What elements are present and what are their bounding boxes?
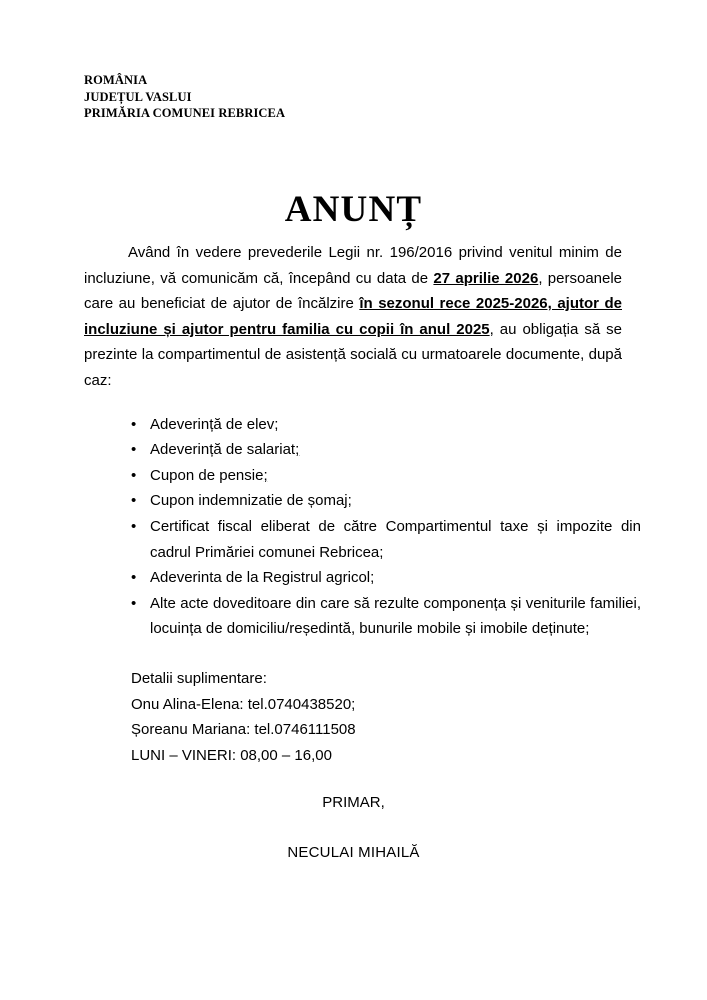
list-item-tail: ; [295, 441, 300, 459]
list-item-text: Adeverință de salariat [150, 441, 296, 459]
list-item [131, 437, 641, 463]
office-schedule: LUNI – VINERI: 08,00 – 16,00 [131, 746, 332, 764]
list-item-tail: ; [263, 466, 268, 484]
contact-onu-alina-elena: Onu Alina-Elena: tel.0740438520; [131, 695, 356, 713]
letterhead-county: JUDEȚUL VASLUI [84, 89, 192, 104]
intro-emphasis-benefits: în sezonul rece 2025-2026, ajutor de incluziune și ajutor pentru familia cu copii în anul 2025 [84, 295, 622, 338]
list-item [131, 591, 641, 642]
list-item-text: Adeverinta de la Registrul agricol; [150, 569, 375, 587]
intro-part-1: Având în vedere prevederile Legii nr. 196/2016 privind venitul minim de incluziune, vă comunicăm că, începând cu data de [84, 244, 622, 287]
list-item-text: Cupon de pensie [150, 466, 264, 484]
contact-soreanu-mariana: Șoreanu Mariana: tel.0746111508 [131, 721, 356, 739]
intro-part-3: , au obligația să se prezinte la compartimentul de asistență socială cu urmatoarele documente, după caz: [84, 320, 622, 389]
signature-role: PRIMAR, [322, 794, 385, 811]
letterhead-country: ROMÂNIA [84, 73, 148, 87]
list-item-text: Adeverință de elev; [150, 415, 279, 433]
details-heading: Detalii suplimentare: [131, 669, 267, 687]
document-title: ANUNȚ [284, 189, 423, 230]
document-body [84, 240, 641, 768]
additional-details [131, 666, 622, 768]
list-item [131, 412, 641, 438]
required-documents-list [84, 412, 641, 642]
letterhead-institution: PRIMĂRIA COMUNEI REBRICEA [84, 106, 286, 120]
list-item [131, 463, 641, 489]
signature-name: NECULAI MIHAILĂ [287, 843, 420, 861]
list-item [131, 514, 641, 565]
list-item-text: Alte acte doveditoare din care să rezulte componența și veniturile familiei, locuința de domiciliu/reședintă, bunurile mobile și imobile deținute; [150, 594, 641, 638]
intro-paragraph [84, 240, 622, 394]
intro-part-2: , persoanele care au beneficiat de ajutor de încălzire [84, 269, 623, 313]
list-item-text: Cupon indemnizatie de șomaj; [150, 492, 352, 510]
list-item [131, 488, 641, 514]
list-item-text: Certificat fiscal eliberat de către Compartimentul taxe și impozite din cadrul Primăriei comunei Rebricea; [150, 517, 641, 561]
intro-emphasis-date: 27 aprilie 2026 [433, 269, 539, 287]
signature-block [0, 790, 707, 865]
letterhead [84, 72, 285, 122]
list-item [131, 565, 641, 591]
